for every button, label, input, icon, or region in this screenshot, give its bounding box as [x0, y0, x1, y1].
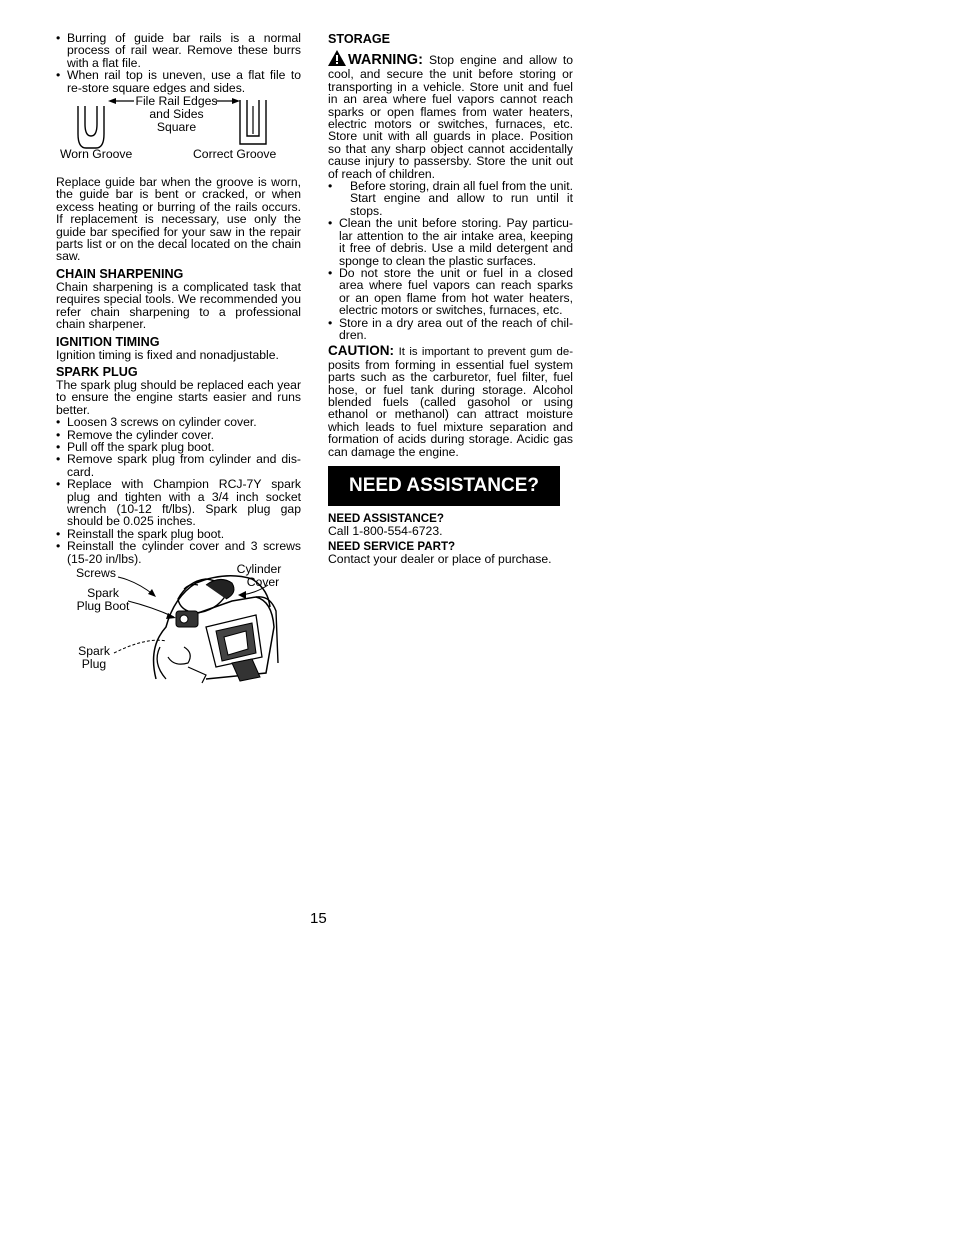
file-rail-label: File Rail Edges [135, 94, 218, 109]
page-number: 15 [310, 910, 327, 927]
correct-groove-label: Correct Groove [193, 147, 277, 162]
worn-groove-label: Worn Groove [60, 147, 133, 162]
replace-guide-bar-text: Replace guide bar when the groove is worn, the guide bar is bent or cracked, or when excess heating or burring of the rails occurs. If replacement is necessary, use only the guide bar specified for your saw in the repair parts list or on the decal located on the chain saw. [56, 175, 301, 264]
groove-diagram [56, 96, 301, 176]
list-item: • Burring of guide bar rails is a normal process of rail wear. Remove these burrs with a flat file. [56, 32, 301, 69]
square-label: Square [156, 120, 197, 135]
right-column [328, 32, 573, 566]
list-item: • Store in a dry area out of the reach of chil-dren. [328, 317, 573, 342]
phone-number: Call 1-800-554-6723. [328, 524, 443, 539]
spark-plug-label-2: Plug [81, 657, 107, 671]
caution-text-start: It is important to prevent gum de- [398, 346, 574, 359]
chain-sharpening-heading: CHAIN SHARPENING [56, 266, 184, 281]
list-item: • Remove spark plug from cylinder and dis-card. [56, 453, 301, 478]
need-assistance-banner: NEED ASSISTANCE? [328, 466, 560, 506]
list-item: • Do not store the unit or fuel in a closed area where fuel vapors can reach sparks or an open flame from hot water heaters, electric motors or switches, furnaces, etc. [328, 267, 573, 317]
caution-text: posits from forming in essential fuel system parts such as the carburetor, fuel filter, fuel hose, or fuel tank during storage. Alcohol blended fuels (called gasohol or using ethanol or methanol) can attract moisture which leads to fuel mixture separation and formation of acids during storage. Acidic gas can damage the engine. [328, 357, 573, 459]
need-assistance-heading: NEED ASSISTANCE? [328, 512, 444, 525]
plug-boot-label: Plug Boot [76, 599, 130, 613]
list-item: • Pull off the spark plug boot. [56, 441, 301, 453]
spark-plug-heading: SPARK PLUG [56, 364, 138, 379]
spark-label: Spark [87, 586, 119, 600]
list-item: • Replace with Champion RCJ-7Y spark plug and tighten with a 3/4 inch socket wrench (10-12 ft/lbs). Spark plug gap should be 0.025 inches. [56, 478, 301, 528]
storage-bullets [328, 180, 573, 341]
warning-paragraph [328, 50, 573, 180]
caution-label: CAUTION: [328, 343, 394, 359]
storage-heading: STORAGE [328, 32, 391, 46]
list-item: • Clean the unit before storing. Pay particu-lar attention to the air intake area, keeping it free of debris. Use a mild detergent and sponge to clean the plastic surfaces. [328, 217, 573, 267]
list-item: • Remove the cylinder cover. [56, 429, 301, 441]
list-item: • When rail top is uneven, use a flat file to re-store square edges and sides. [56, 69, 301, 94]
spark-plug-steps [56, 416, 301, 565]
ignition-timing-heading: IGNITION TIMING [56, 334, 160, 349]
cylinder-label: Cylinder [236, 562, 282, 576]
list-item: • Reinstall the spark plug boot. [56, 528, 301, 540]
warning-text: Stop engine and allow to cool, and secure the unit before storing or transporting in a vehicle. Store unit and fuel in an area where fuel vapors cannot reach sparks or open flames from water heaters, electric motors or switches, furnaces, etc. Store unit with all guards in place. Position so that any sharp object cannot accidentally cause injury to passersby. Store the unit out of reach of children. [328, 53, 573, 181]
warning-label: WARNING: [348, 52, 423, 68]
and-sides-label: and Sides [149, 107, 204, 122]
list-item: • Reinstall the cylinder cover and 3 screws (15-20 in/lbs). [56, 540, 301, 565]
chain-sharpening-text: Chain sharpening is a complicated task that requires special tools. We recommended you refer chain sharpening to a professional chain sharpener. [56, 279, 301, 332]
ignition-timing-text: Ignition timing is fixed and nonadjustable. [56, 347, 279, 362]
engine-illustration [56, 562, 301, 685]
cover-label: Cover [246, 575, 280, 589]
left-column [56, 32, 301, 685]
screws-label: Screws [76, 566, 116, 580]
list-item: • Before storing, drain all fuel from the unit. Start engine and allow to run until it stops. [328, 180, 573, 217]
service-part-heading: NEED SERVICE PART? [328, 539, 456, 553]
list-item: • Loosen 3 screws on cylinder cover. [56, 416, 301, 428]
spark-plug-text: The spark plug should be replaced each year to ensure the engine starts easier and runs better. [56, 377, 301, 417]
guide-bar-bullets [56, 32, 301, 94]
spark-plug-label-1: Spark [78, 644, 110, 658]
service-part-text: Contact your dealer or place of purchase. [328, 552, 552, 567]
warning-triangle-icon [328, 50, 346, 68]
caution-paragraph [328, 345, 573, 458]
